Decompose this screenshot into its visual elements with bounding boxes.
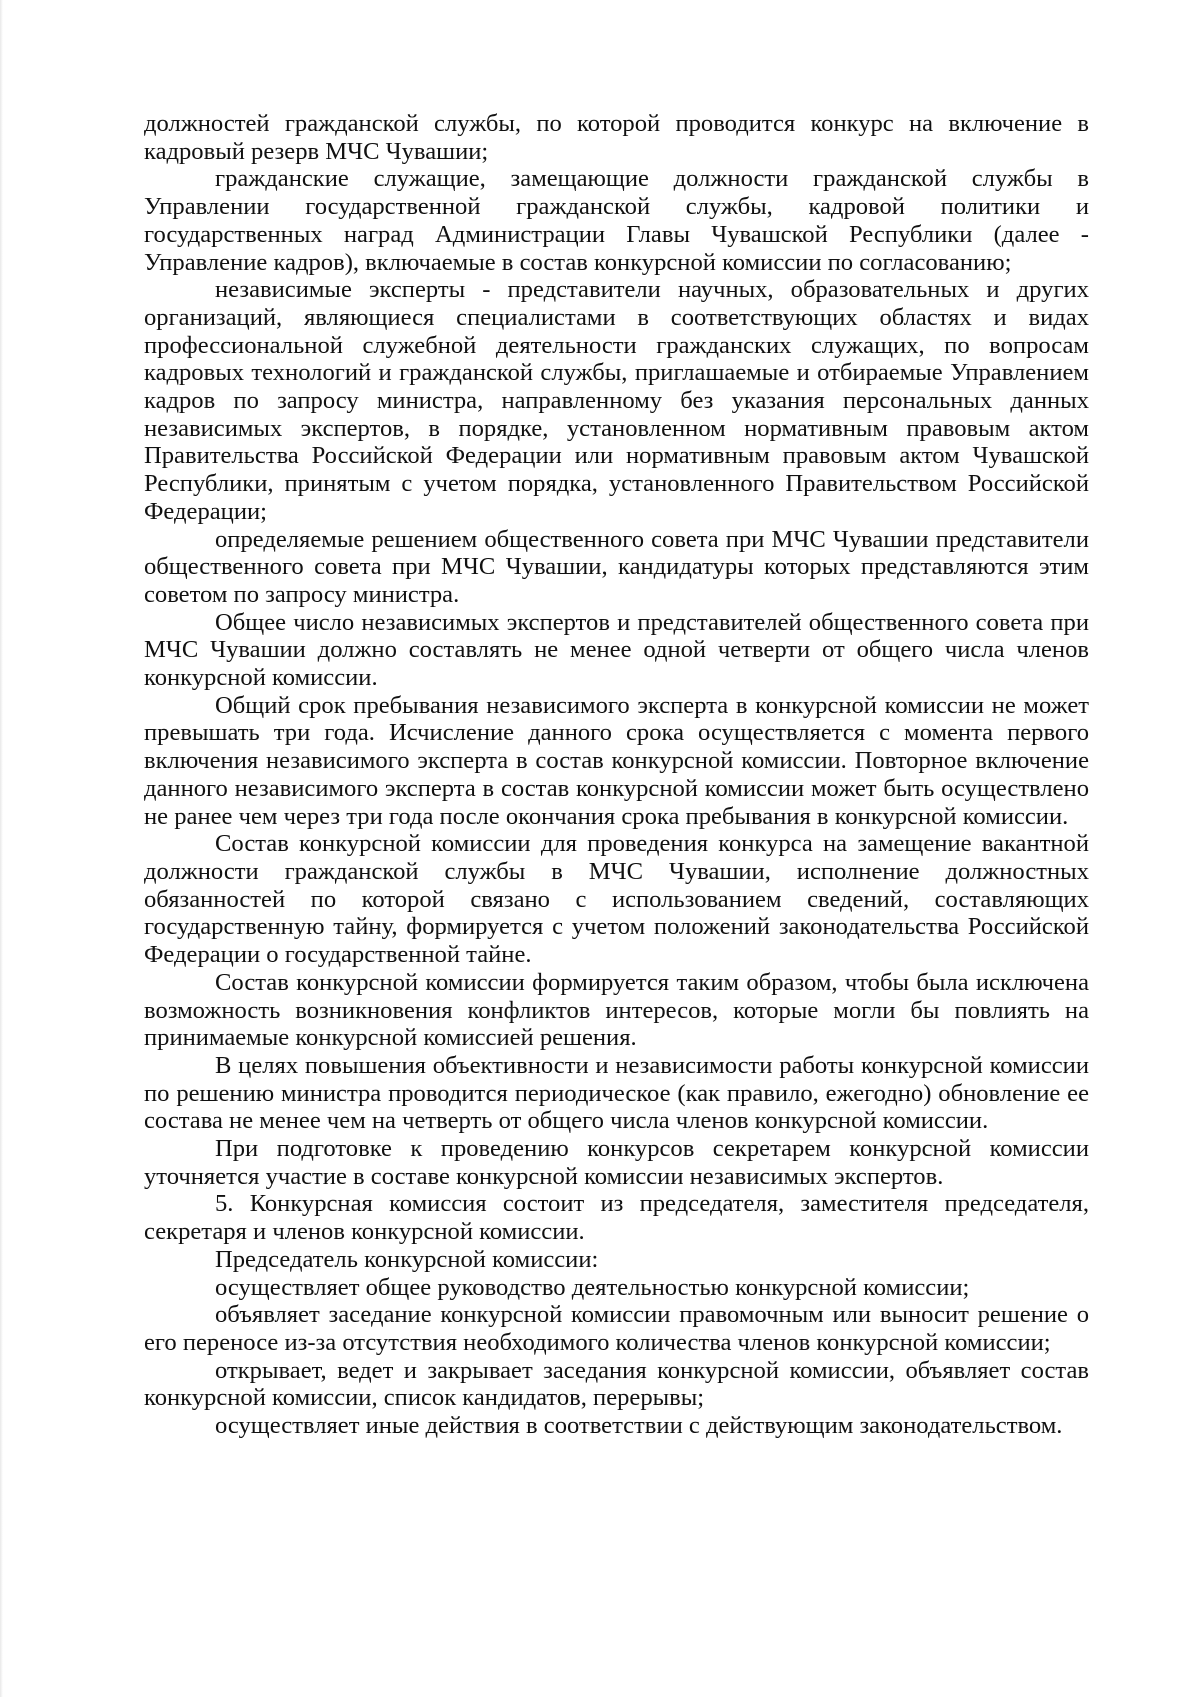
paragraph-continuation: должностей гражданской службы, по которой проводится конкурс на включение в кадровый резерв МЧС Чувашии; bbox=[144, 110, 1089, 165]
paragraph-term-limit: Общий срок пребывания независимого эксперта в конкурсной комиссии не может превышать три года. Исчисление данного срока осуществляется с момента первого включения независимого эксперта в состав конкурсной комиссии. Повторное включение данного независимого эксперта в состав конкурсной комиссии может быть осуществлено не ранее чем через три года после окончания срока пребывания в конкурсной комиссии. bbox=[144, 691, 1089, 830]
paragraph-chairman-duty-3: открывает, ведет и закрывает заседания конкурсной комиссии, объявляет состав конкурсной комиссии, список кандидатов, перерывы; bbox=[144, 1356, 1089, 1412]
paragraph-chairman-duty-1: осуществляет общее руководство деятельностью конкурсной комиссии; bbox=[215, 1273, 970, 1301]
paragraph-chairman-heading: Председатель конкурсной комиссии: bbox=[215, 1245, 599, 1273]
paragraph-state-secret: Состав конкурсной комиссии для проведения конкурса на замещение вакантной должности гражданской службы в МЧС Чувашии, исполнение должностных обязанностей по которой связано с использованием сведений, составляющих государственную тайну, формируется с учетом положений законодательства Российской Федерации о государственной тайне. bbox=[144, 830, 1089, 969]
paragraph-public-council: определяемые решением общественного совета при МЧС Чувашии представители общественного совета при МЧС Чувашии, кандидатуры которых представляются этим советом по запросу министра. bbox=[144, 525, 1089, 608]
paragraph-civil-servants: гражданские служащие, замещающие должности гражданской службы в Управлении государственной гражданской службы, кадровой политики и государственных наград Администрации Главы Чувашской Республики (далее - Управление кадров), включаемые в состав конкурсной комиссии по согласованию; bbox=[144, 165, 1089, 276]
paragraph-rotation: В целях повышения объективности и независимости работы конкурсной комиссии по решению министра проводится периодическое (как правило, ежегодно) обновление ее состава не менее чем на четверть от общего числа членов конкурсной комиссии. bbox=[144, 1051, 1089, 1135]
paragraph-chairman-duty-4: осуществляет иные действия в соответствии с действующим законодательством. bbox=[215, 1412, 1063, 1440]
paragraph-independent-experts: независимые эксперты - представители научных, образовательных и других организаций, являющиеся специалистами в соответствующих областях и видах профессиональной служебной деятельности гражданских служащих, по вопросам кадровых технологий и гражданской службы, приглашаемые и отбираемые Управлением кадров по запросу министра, направленному без указания персональных данных независимых экспертов, в порядке, установленном нормативным правовым актом Правительства Российской Федерации или нормативным правовым актом Чувашской Республики, принятым с учетом порядка, установленного Правительством Российской Федерации; bbox=[144, 276, 1089, 525]
document-body bbox=[144, 110, 1089, 1440]
paragraph-chairman-duty-2: объявляет заседание конкурсной комиссии правомочным или выносит решение о его переносе из-за отсутствия необходимого количества членов конкурсной комиссии; bbox=[144, 1301, 1089, 1356]
paragraph-quarter-rule: Общее число независимых экспертов и представителей общественного совета при МЧС Чувашии должно составлять не менее одной четверти от общего числа членов конкурсной комиссии. bbox=[144, 608, 1089, 692]
scan-edge-shadow bbox=[0, 0, 3, 1697]
paragraph-secretary-check: При подготовке к проведению конкурсов секретарем конкурсной комиссии уточняется участие в составе конкурсной комиссии независимых экспертов. bbox=[144, 1135, 1089, 1190]
paragraph-section-5: 5. Конкурсная комиссия состоит из председателя, заместителя председателя, секретаря и членов конкурсной комиссии. bbox=[144, 1190, 1089, 1246]
paragraph-conflict-of-interest: Состав конкурсной комиссии формируется таким образом, чтобы была исключена возможность возникновения конфликтов интересов, которые могли бы повлиять на принимаемые конкурсной комиссией решения. bbox=[144, 968, 1089, 1052]
